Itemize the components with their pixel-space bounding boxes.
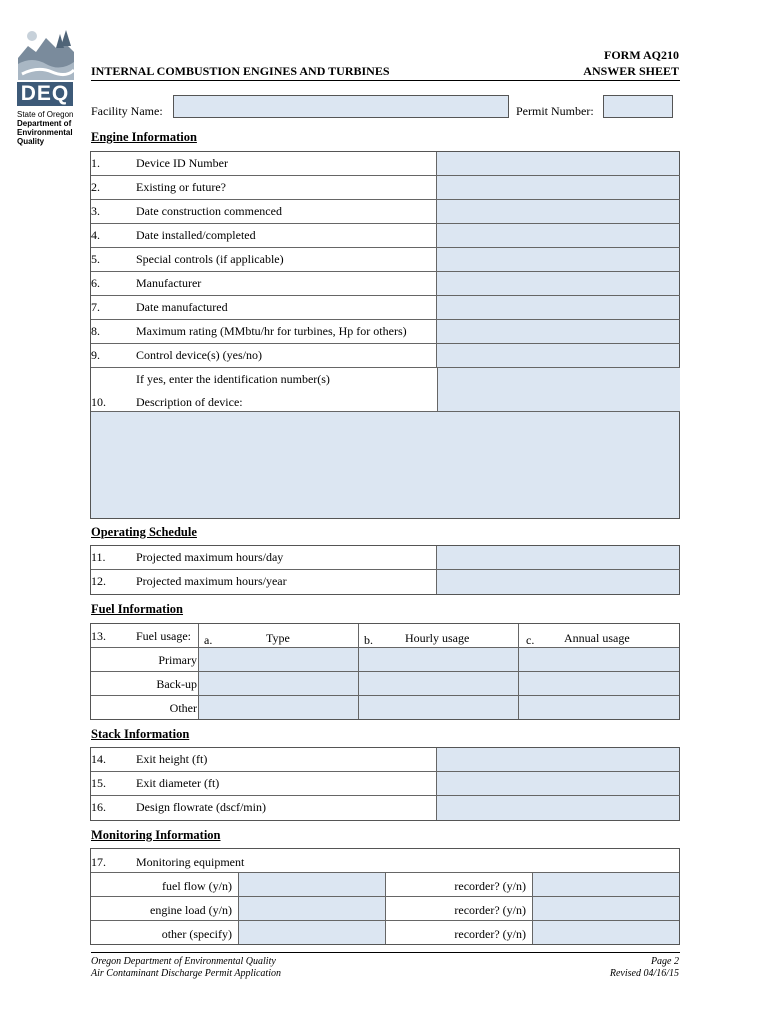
primary-annual-field[interactable] [519,648,679,671]
engine-row-8: 8. Maximum rating (MMbtu/hr for turbines, Hp for others) [91,320,680,344]
fuel-flow-label: fuel flow (y/n) [162,879,232,893]
logo-line4: Quality [17,137,45,146]
engine-load-recorder-label: recorder? (y/n) [454,903,526,917]
footer-left-1: Oregon Department of Environmental Quality [91,956,276,967]
engine-row-2: 2. Existing or future? [91,176,680,200]
fuel-row-backup-label: Back-up [156,677,197,691]
schedule-row-12: 12. Projected maximum hours/year [91,570,680,594]
permit-label: Permit Number: [516,104,594,118]
fuel-col-a-letter: a. [204,633,213,647]
logo-abbr: DEQ [17,82,73,106]
fuel-heading: Fuel Information [91,602,184,616]
form-sub: ANSWER SHEET [583,64,679,78]
fuel-col-c-letter: c. [526,633,535,647]
control-id-label: If yes, enter the identification number(s) [136,372,330,386]
engine-row-4: 4. Date installed/completed [91,224,680,248]
hours-day-field[interactable] [436,546,679,569]
exit-diameter-field[interactable] [436,772,679,795]
form-title: INTERNAL COMBUSTION ENGINES AND TURBINES [91,64,390,78]
footer-rule [91,952,680,953]
engine-row-7: 7. Date manufactured [91,296,680,320]
hours-year-field[interactable] [436,570,679,594]
fuel-label: Fuel usage: [136,629,191,643]
fuel-col-b: Hourly usage [405,631,470,645]
primary-hourly-field[interactable] [359,648,518,671]
fuel-col-c: Annual usage [564,631,630,645]
logo-line3: Environmental [17,128,73,137]
device-id-field[interactable] [436,152,679,175]
header-rule [91,80,680,81]
engine-row-6: 6. Manufacturer [91,272,680,296]
engine-row-5: 5. Special controls (if applicable) [91,248,680,272]
fuel-row-other-label: Other [169,701,197,715]
fuel-col-a: Type [266,631,290,645]
design-flowrate-field[interactable] [436,796,679,820]
row10-label: Description of device: [136,395,243,409]
other-hourly-field[interactable] [359,696,518,719]
deq-landscape-icon [18,24,74,80]
device-description-field[interactable] [91,412,679,518]
construction-date-field[interactable] [436,200,679,223]
footer-right-1: Page 2 [650,956,679,967]
schedule-heading: Operating Schedule [91,525,197,539]
stack-row-16: 16. Design flowrate (dscf/min) [91,796,680,820]
fuel-col-b-letter: b. [364,633,373,647]
stack-row-14: 14. Exit height (ft) [91,748,680,772]
existing-future-field[interactable] [436,176,679,199]
backup-type-field[interactable] [199,672,358,695]
other-recorder-field[interactable] [533,921,679,944]
backup-hourly-field[interactable] [359,672,518,695]
logo-line1: State of Oregon [17,110,74,119]
form-id: FORM AQ210 [604,48,679,62]
facility-label: Facility Name: [91,104,163,118]
facility-name-field[interactable] [173,95,509,118]
max-rating-field[interactable] [436,320,679,343]
stack-row-15: 15. Exit diameter (ft) [91,772,680,796]
engine-row-1: 1. Device ID Number [91,152,680,176]
deq-logo [17,24,77,154]
fuel-flow-recorder-label: recorder? (y/n) [454,879,526,893]
engine-load-label: engine load (y/n) [150,903,232,917]
fuel-row-primary-label: Primary [158,653,197,667]
row10-num: 10. [91,395,106,409]
stack-heading: Stack Information [91,727,190,741]
fuel-flow-field[interactable] [239,873,385,896]
backup-annual-field[interactable] [519,672,679,695]
fuel-flow-recorder-field[interactable] [533,873,679,896]
engine-load-field[interactable] [239,897,385,920]
permit-number-field[interactable] [603,95,673,118]
other-specify-label: other (specify) [161,927,232,941]
control-device-field[interactable] [436,344,679,367]
control-id-field[interactable] [437,368,680,411]
other-annual-field[interactable] [519,696,679,719]
manufacturer-field[interactable] [436,272,679,295]
special-controls-field[interactable] [436,248,679,271]
engine-row-3: 3. Date construction commenced [91,200,680,224]
schedule-row-11: 11. Projected maximum hours/day [91,546,680,570]
engine-heading: Engine Information [91,130,197,144]
installed-date-field[interactable] [436,224,679,247]
primary-type-field[interactable] [199,648,358,671]
engine-row-9: 9. Control device(s) (yes/no) [91,344,680,368]
fuel-num: 13. [91,629,106,643]
monitoring-label: Monitoring equipment [136,855,245,869]
monitoring-heading: Monitoring Information [91,828,221,842]
other-type-field[interactable] [199,696,358,719]
engine-load-recorder-field[interactable] [533,897,679,920]
logo-line2: Department of [17,119,72,128]
other-recorder-label: recorder? (y/n) [454,927,526,941]
exit-height-field[interactable] [436,748,679,771]
footer-left-2: Air Contaminant Discharge Permit Application [91,968,281,979]
other-specify-field[interactable] [239,921,385,944]
footer-right-2: Revised 04/16/15 [609,968,679,979]
date-manufactured-field[interactable] [436,296,679,319]
monitoring-num: 17. [91,855,106,869]
